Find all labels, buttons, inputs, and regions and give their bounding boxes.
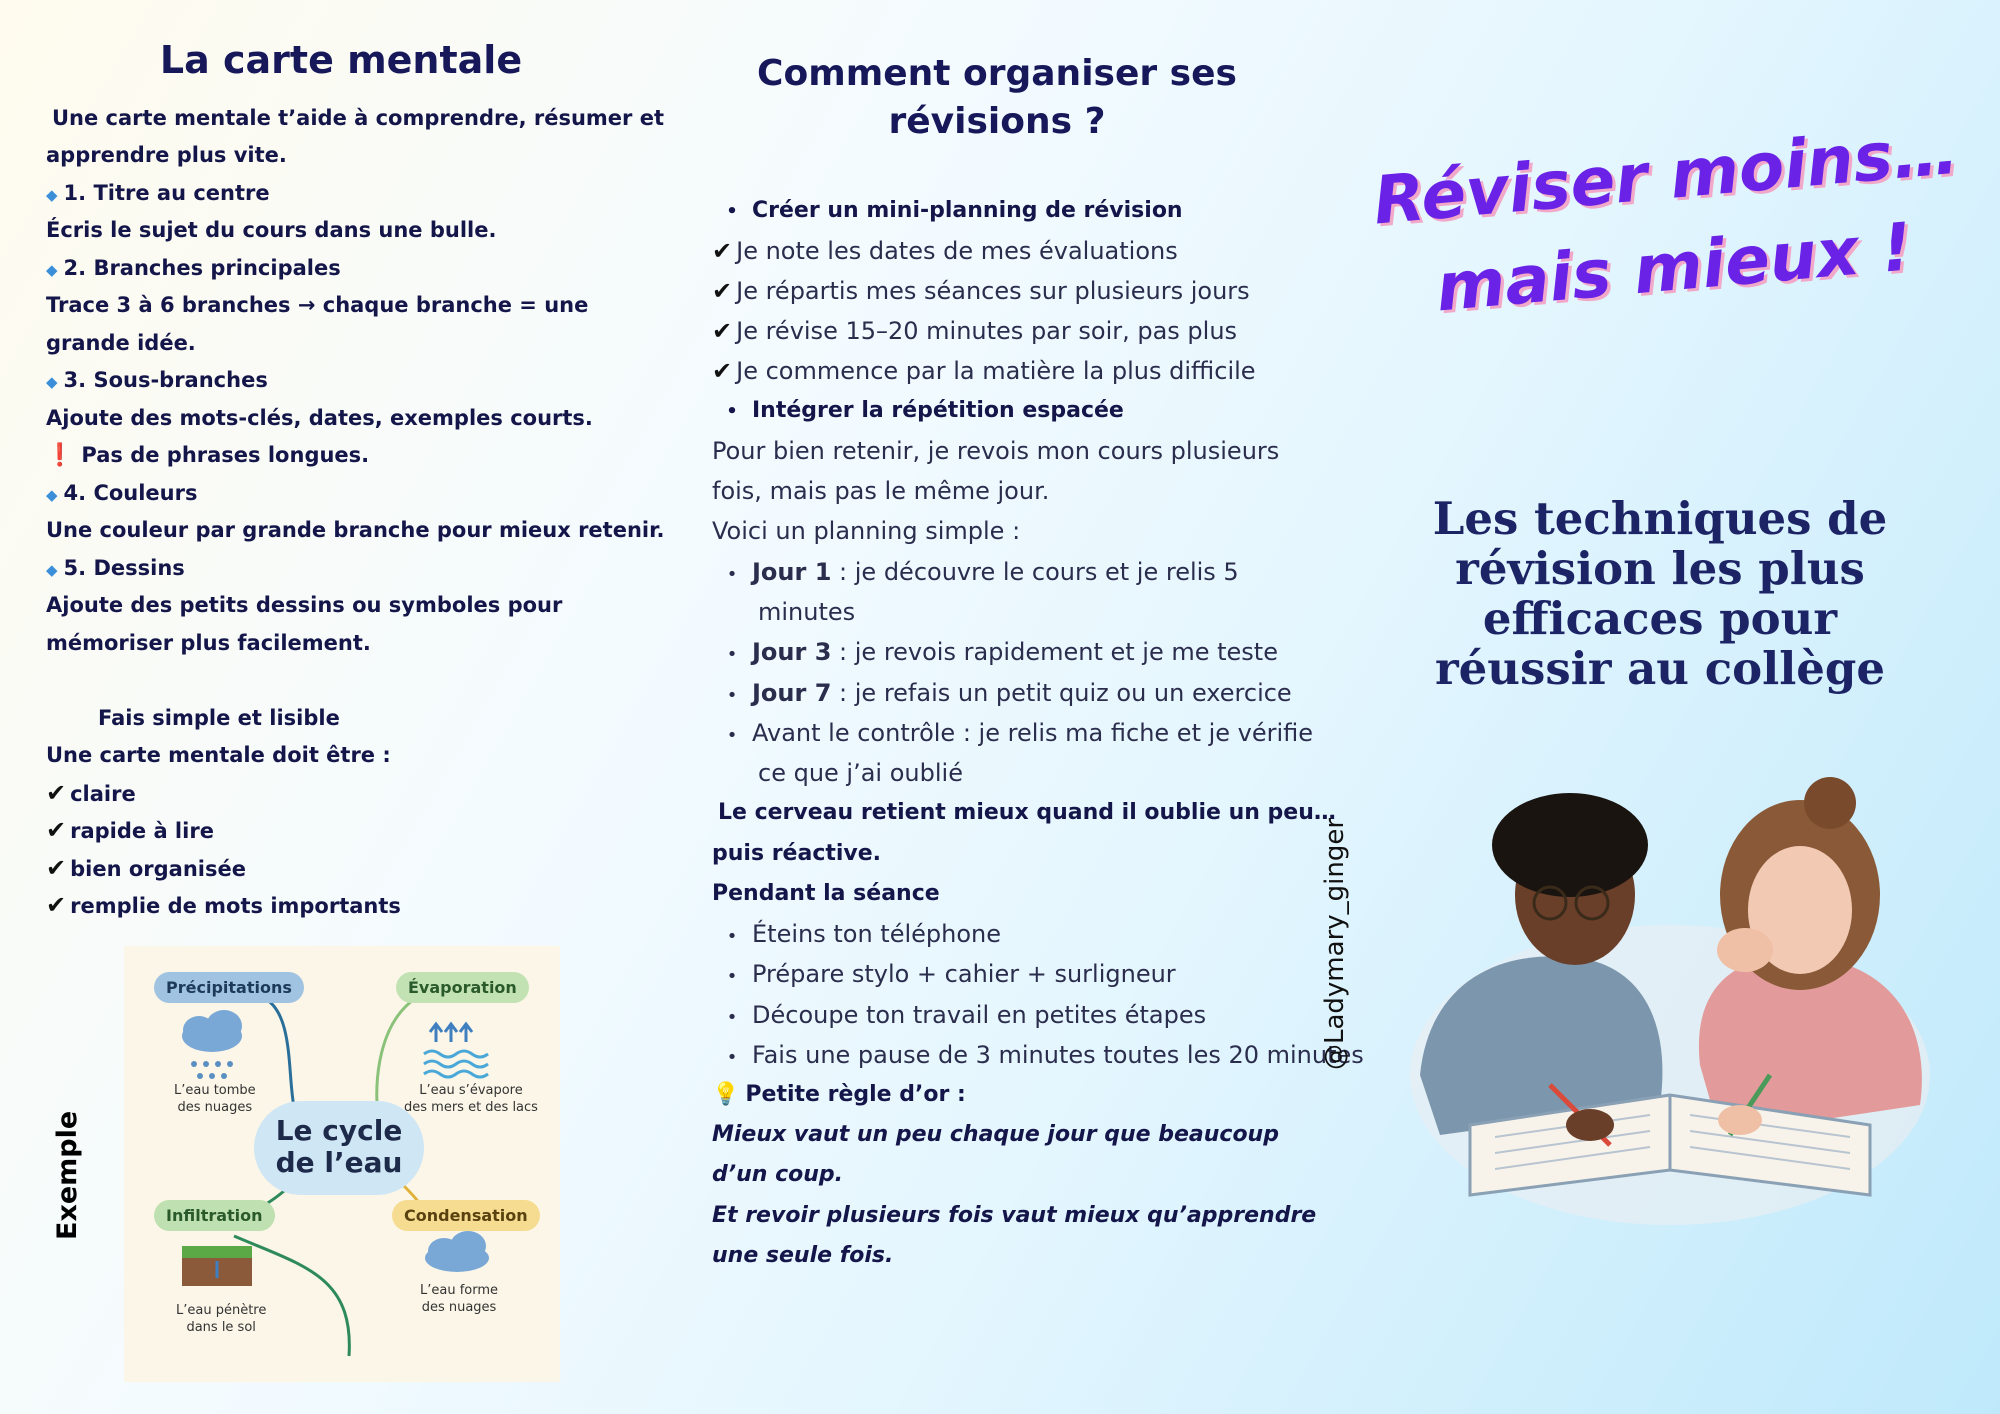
warning-line — [46, 441, 369, 470]
evaporation-desc: L’eau s’évapore des mers et des lacs — [404, 1083, 538, 1115]
checkmark-icon: ✔ — [712, 277, 733, 305]
spaced-heading: • Intégrer la répétition espacée — [712, 391, 1124, 432]
step-4-text: Une couleur par grande branche pour mieux retenir. — [46, 518, 665, 542]
infiltration-desc: L’eau pénètre dans le sol — [176, 1303, 267, 1335]
check-item: ✔ claire — [46, 779, 136, 807]
intro-line-1: Une carte mentale t’aide à comprendre, résumer et — [52, 106, 664, 130]
condensation-desc: L’eau forme des nuages — [420, 1283, 499, 1315]
brain-line-1: Le cerveau retient mieux quand il oublie un peu… — [718, 800, 1336, 825]
spaced-text-1: Pour bien retenir, je revois mon cours plusieurs — [712, 437, 1280, 465]
session-item: • Découpe ton travail en petites étapes — [712, 995, 1206, 1038]
warning-text: Pas de phrases longues. — [81, 443, 370, 467]
before-test-item-cont: ce que j’ai oublié — [758, 759, 963, 787]
precipitation-desc: L’eau tombe des nuages — [174, 1083, 256, 1115]
golden-rule-line-3: Et revoir plusieurs fois vaut mieux qu’apprendre — [712, 1203, 1317, 1228]
bullet-icon: • — [726, 725, 738, 746]
light-bulb-icon: 💡 — [712, 1082, 740, 1107]
diamond-icon: ◆ — [46, 561, 58, 579]
session-item: • Éteins ton téléphone — [712, 914, 1001, 957]
bullet-icon: • — [726, 966, 738, 987]
mind-map-center-bubble: Le cycle de l’eau — [254, 1101, 424, 1195]
session-heading: Pendant la séance — [712, 881, 940, 906]
golden-rule-line-1: Mieux vaut un peu chaque jour que beaucoup — [712, 1122, 1279, 1147]
exclamation-icon: ❗ — [46, 443, 74, 468]
evaporation-icon — [424, 1024, 488, 1077]
bullet-icon: • — [726, 1047, 738, 1068]
main-title: Réviser moins… mais mieux ! — [1370, 111, 1962, 327]
bullet-icon: • — [726, 564, 738, 585]
intro-line-2: apprendre plus vite. — [46, 143, 287, 167]
planning-item: ✔ Je révise 15–20 minutes par soir, pas plus — [712, 317, 1238, 345]
planning-item: ✔ Je répartis mes séances sur plusieurs jours — [712, 277, 1250, 305]
step-5-heading — [46, 554, 185, 584]
checkmark-icon: ✔ — [712, 237, 733, 265]
condensation-label: Condensation — [392, 1200, 540, 1231]
organize-title: Comment organiser ses révisions ? — [757, 53, 1237, 142]
soil-icon — [182, 1246, 252, 1286]
mind-map-title: La carte mentale — [159, 38, 523, 82]
day-1-item-cont: minutes — [758, 598, 856, 626]
checkmark-icon: ✔ — [712, 317, 733, 345]
diamond-icon: ◆ — [46, 186, 58, 204]
evaporation-label: Évaporation — [396, 972, 529, 1003]
step-5-title: 5. Dessins — [63, 556, 185, 580]
cloud-icon — [425, 1231, 489, 1272]
checkmark-icon: ✔ — [712, 357, 733, 385]
checkmark-icon: ✔ — [46, 854, 67, 882]
main-subtitle: Les techniques de révision les plus efficaces pour réussir au collège — [1432, 492, 1888, 695]
day-3-item: • Jour 3 : je revois rapidement et je me teste — [712, 632, 1278, 675]
session-item: • Fais une pause de 3 minutes toutes les 20 minutes — [712, 1035, 1364, 1078]
checkmark-icon: ✔ — [46, 779, 67, 807]
step-2-text-2: grande idée. — [46, 331, 196, 355]
step-2-heading — [46, 254, 341, 284]
brain-line-2: puis réactive. — [712, 841, 882, 866]
checkmark-icon: ✔ — [46, 816, 67, 844]
step-3-heading — [46, 366, 268, 396]
planning-heading: • Créer un mini-planning de révision — [712, 191, 1183, 232]
bullet-icon: • — [726, 685, 738, 706]
students-studying-illustration — [1400, 775, 1940, 1235]
before-test-item: • Avant le contrôle : je relis ma fiche et je vérifie — [712, 713, 1313, 756]
bullet-icon: • — [726, 926, 738, 947]
step-1-title: 1. Titre au centre — [63, 181, 270, 205]
check-item: ✔ rapide à lire — [46, 816, 214, 844]
day-1-item: • Jour 1 : je découvre le cours et je relis 5 — [712, 552, 1239, 595]
diamond-icon: ◆ — [46, 261, 58, 279]
planning-item: ✔ Je note les dates de mes évaluations — [712, 237, 1178, 265]
checkmark-icon: ✔ — [46, 891, 67, 919]
diamond-icon: ◆ — [46, 373, 58, 391]
check-item: ✔ bien organisée — [46, 854, 246, 882]
day-7-item: • Jour 7 : je refais un petit quiz ou un exercice — [712, 673, 1292, 716]
author-handle: @Ladymary_ginger — [1320, 817, 1350, 1070]
golden-rule-line-2: d’un coup. — [712, 1162, 844, 1187]
step-1-heading — [46, 179, 270, 209]
step-4-title: 4. Couleurs — [63, 481, 198, 505]
step-3-title: 3. Sous-branches — [63, 368, 268, 392]
check-item: ✔ remplie de mots importants — [46, 891, 401, 919]
precipitation-label: Précipitations — [154, 972, 304, 1003]
example-label: Exemple — [52, 1110, 83, 1240]
step-5-text-2: mémoriser plus facilement. — [46, 631, 371, 655]
simple-title: Fais simple et lisible — [98, 706, 340, 730]
simple-intro: Une carte mentale doit être : — [46, 743, 391, 767]
spaced-text-3: Voici un planning simple : — [712, 517, 1021, 545]
step-3-text: Ajoute des mots-clés, dates, exemples courts. — [46, 406, 593, 430]
mind-map-example — [124, 946, 560, 1382]
step-1-text: Écris le sujet du cours dans une bulle. — [46, 218, 497, 242]
step-2-text-1: Trace 3 à 6 branches → chaque branche = une — [46, 293, 589, 317]
golden-rule-line-4: une seule fois. — [712, 1243, 894, 1268]
golden-rule-heading: 💡 Petite règle d’or : — [712, 1082, 966, 1107]
diamond-icon: ◆ — [46, 486, 58, 504]
step-4-heading — [46, 479, 197, 509]
bullet-icon: • — [726, 1007, 738, 1028]
step-5-text-1: Ajoute des petits dessins ou symboles pour — [46, 593, 563, 617]
infiltration-label: Infiltration — [154, 1200, 275, 1231]
step-2-title: 2. Branches principales — [63, 256, 341, 280]
bullet-icon: • — [726, 201, 738, 222]
session-item: • Prépare stylo + cahier + surligneur — [712, 954, 1176, 997]
bullet-icon: • — [726, 401, 738, 422]
spaced-text-2: fois, mais pas le même jour. — [712, 477, 1050, 505]
rain-cloud-icon — [182, 1010, 242, 1079]
bullet-icon: • — [726, 644, 738, 665]
planning-item: ✔ Je commence par la matière la plus difficile — [712, 357, 1256, 385]
